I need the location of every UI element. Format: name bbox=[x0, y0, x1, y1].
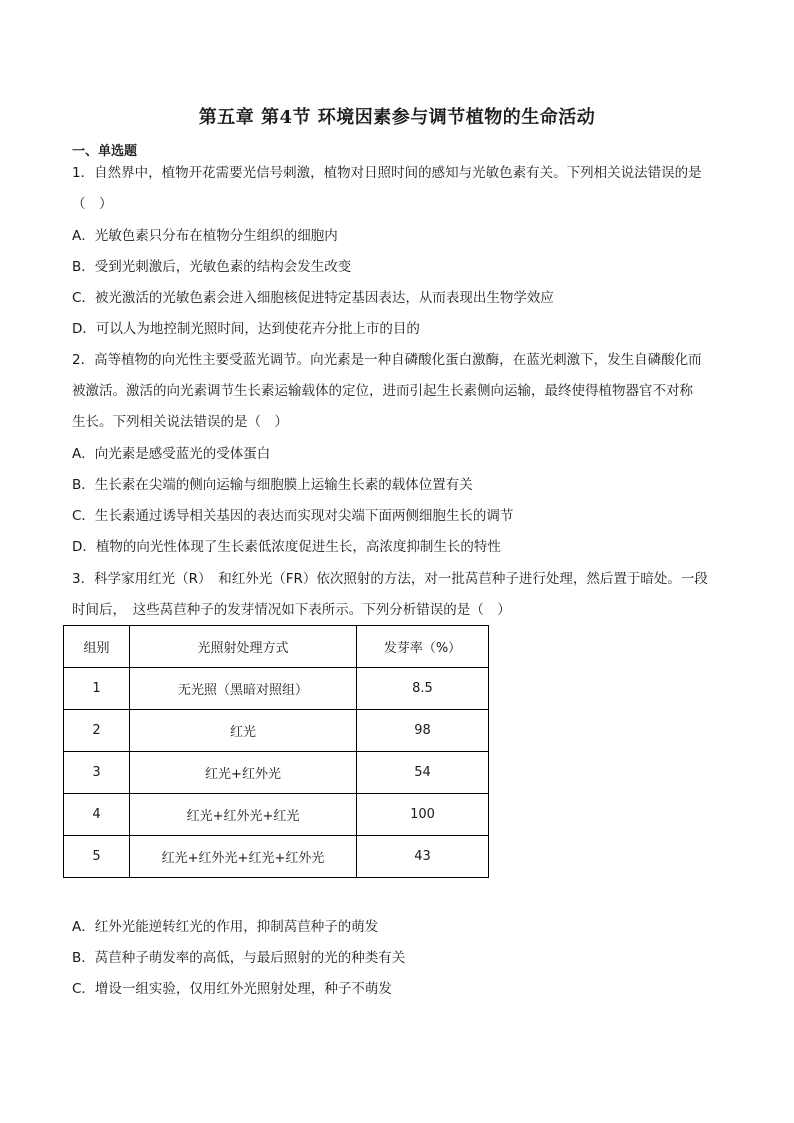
table-cell: 54 bbox=[357, 752, 489, 794]
question-2-stem-line-3: 生长。下列相关说法错误的是（ ） bbox=[72, 414, 288, 430]
question-1-option-b: B．受到光刺激后，光敏色素的结构会发生改变 bbox=[72, 259, 352, 275]
question-3-option-a: A．红外光能逆转红光的作用，抑制莴苣种子的萌发 bbox=[72, 919, 379, 935]
question-1-option-a: A．光敏色素只分布在植物分生组织的细胞内 bbox=[72, 228, 338, 244]
table-header-cell: 发芽率（%） bbox=[357, 626, 489, 668]
table-cell: 2 bbox=[64, 710, 130, 752]
question-3-option-c: C．增设一组实验，仅用红外光照射处理，种子不萌发 bbox=[72, 981, 392, 997]
table-cell: 100 bbox=[357, 794, 489, 836]
table-cell: 红光+红外光+红光+红外光 bbox=[130, 836, 357, 878]
table-row bbox=[64, 794, 489, 836]
table-cell: 无光照（黑暗对照组） bbox=[130, 668, 357, 710]
question-3-option-b: B．莴苣种子萌发率的高低，与最后照射的光的种类有关 bbox=[72, 950, 406, 966]
question-2-stem-line-1: 2．高等植物的向光性主要受蓝光调节。向光素是一种自磷酸化蛋白激酶，在蓝光刺激下，发生自磷酸化而 bbox=[72, 352, 702, 368]
question-2-option-a: A．向光素是感受蓝光的受体蛋白 bbox=[72, 446, 271, 462]
table-row bbox=[64, 668, 489, 710]
question-1-option-d: D．可以人为地控制光照时间，达到使花卉分批上市的目的 bbox=[72, 321, 420, 337]
table-row bbox=[64, 836, 489, 878]
table-header-row bbox=[64, 626, 489, 668]
table-row bbox=[64, 752, 489, 794]
question-3-stem-line-1: 3．科学家用红光（R） 和红外光（FR）依次照射的方法，对一批莴苣种子进行处理，然后置于暗处。一段 bbox=[72, 571, 708, 587]
table-cell: 43 bbox=[357, 836, 489, 878]
table-cell: 3 bbox=[64, 752, 130, 794]
table-cell: 红光 bbox=[130, 710, 357, 752]
table-cell: 红光+红外光+红光 bbox=[130, 794, 357, 836]
question-2-option-d: D．植物的向光性体现了生长素低浓度促进生长，高浓度抑制生长的特性 bbox=[72, 539, 501, 555]
table-cell: 8.5 bbox=[357, 668, 489, 710]
germination-table bbox=[63, 625, 489, 878]
question-2-option-b: B．生长素在尖端的侧向运输与细胞膜上运输生长素的载体位置有关 bbox=[72, 477, 473, 493]
table-row bbox=[64, 710, 489, 752]
table-cell: 4 bbox=[64, 794, 130, 836]
page-title: 第五章 第4节 环境因素参与调节植物的生命活动 bbox=[198, 107, 596, 128]
table-header-cell: 光照射处理方式 bbox=[130, 626, 357, 668]
question-1-stem-line-1: 1．自然界中，植物开花需要光信号刺激，植物对日照时间的感知与光敏色素有关。下列相关说法错误的是 bbox=[72, 165, 702, 181]
table-cell: 1 bbox=[64, 668, 130, 710]
question-2-option-c: C．生长素通过诱导相关基因的表达而实现对尖端下面两侧细胞生长的调节 bbox=[72, 508, 514, 524]
table-cell: 5 bbox=[64, 836, 130, 878]
table-header-cell: 组别 bbox=[64, 626, 130, 668]
question-3-stem-line-2: 时间后， 这些莴苣种子的发芽情况如下表所示。下列分析错误的是（ ） bbox=[72, 602, 511, 618]
section-heading: 一、单选题 bbox=[72, 144, 138, 159]
table-cell: 红光+红外光 bbox=[130, 752, 357, 794]
question-2-stem-line-2: 被激活。激活的向光素调节生长素运输载体的定位，进而引起生长素侧向运输，最终使得植物器官不对称 bbox=[72, 383, 693, 399]
question-1-option-c: C．被光激活的光敏色素会进入细胞核促进特定基因表达，从而表现出生物学效应 bbox=[72, 290, 554, 306]
question-1-stem-line-2: （ ） bbox=[72, 196, 113, 212]
table-cell: 98 bbox=[357, 710, 489, 752]
